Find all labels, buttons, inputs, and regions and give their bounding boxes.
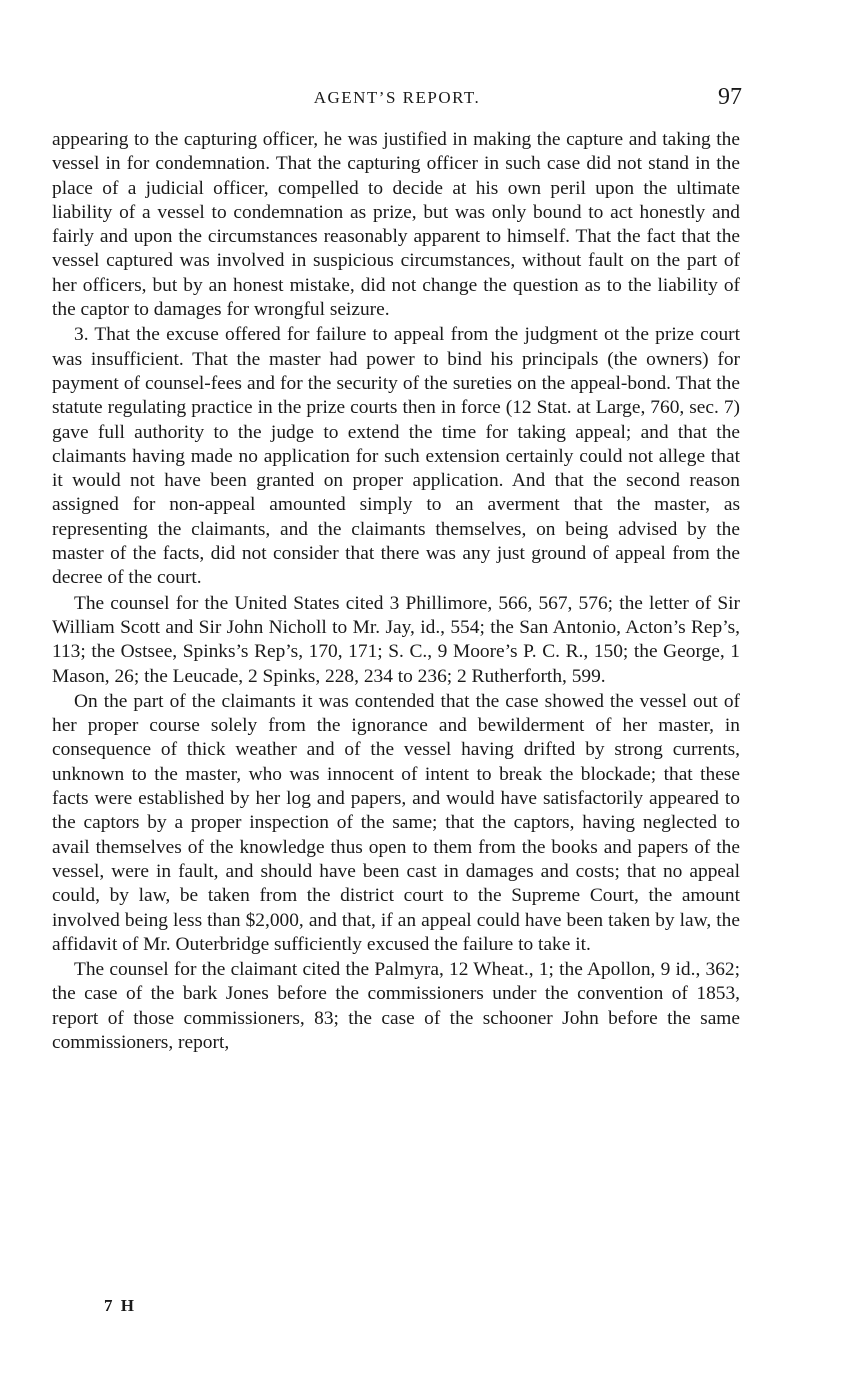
page-number: 97 bbox=[718, 84, 742, 110]
signature-mark: 7 H bbox=[104, 1296, 136, 1315]
paragraph-claimants-contention: On the part of the claimants it was contended that the case showed the vessel out of her proper course solely from the ignorance and bewilderment of her master, in consequence of thick weather and of the vessel having drifted by strong currents, unknown to the master, who was innocent of intent to break the blockade; that these facts were established by her log and papers, and would have satisfactorily appeared to the captors by a proper inspection of the same; that the captors, having neglected to avail themselves of the knowledge thus open to them from the books and papers of the vessel, were in fault, and should have been cast in damages and costs; that no appeal could, by law, be taken from the district court to the Supreme Court, the amount involved being less than $2,000, and that, if an appeal could have been taken by law, the affidavit of Mr. Outerbridge sufficiently excused the failure to take it. bbox=[52, 690, 740, 955]
paragraph-claimant-counsel-citations: The counsel for the claimant cited the Palmyra, 12 Wheat., 1; the Apollon, 9 id., 362; the case of the bark Jones before the commissioners under the convention of 1853, report of those commissioners, 83; the case of the schooner John before the same commissioners, report, bbox=[52, 959, 740, 1053]
paragraph-us-counsel-citations: The counsel for the United States cited 3 Phillimore, 566, 567, 576; the letter of Sir William Scott and Sir John Nicholl to Mr. Jay, id., 554; the San Antonio, Acton’s Rep’s, 113; the Ostsee, Spinks’s Rep’s, 170, 171; S. C., 9 Moore’s P. C. R., 150; the George, 1 Mason, 26; the Leucade, 2 Spinks, 228, 234 to 236; 2 Rutherforth, 599. bbox=[52, 592, 740, 687]
body-text bbox=[52, 128, 740, 1055]
running-title: AGENT’S REPORT. bbox=[313, 88, 481, 107]
running-head bbox=[52, 84, 742, 114]
paragraph-point-3: 3. That the excuse offered for failure to appeal from the judgment ot the prize court was insufficient. That the master had power to bind his principals (the owners) for payment of counsel-fees and for the security of the sureties on the appeal-bond. That the statute regulating practice in the prize courts then in force (12 Stat. at Large, 760, sec. 7) gave full authority to the judge to extend the time for taking appeal; and that the claimants having made no application for such extension certainly could not allege that it would not have been granted on proper application. And that the second reason assigned for non-appeal amounted simply to an averment that the master, as representing the claimants, and the claimants themselves, on being advised by the master of the facts, did not consider that there was any just ground of appeal from the decree of the court. bbox=[52, 324, 740, 589]
paragraph-continued: appearing to the capturing officer, he was justified in making the capture and taking the vessel in for condemnation. That the capturing officer in such case did not stand in the place of a judicial officer, compelled to decide at his own peril upon the ultimate liability of a vessel to condemnation as prize, but was only bound to act honestly and fairly and upon the circumstances reasonably apparent to himself. That the fact that the vessel captured was involved in suspicious circumstances, without fault on the part of her officers, but by an honest mistake, did not change the question as to the liability of the captor to damages for wrongful seizure. bbox=[52, 129, 740, 321]
